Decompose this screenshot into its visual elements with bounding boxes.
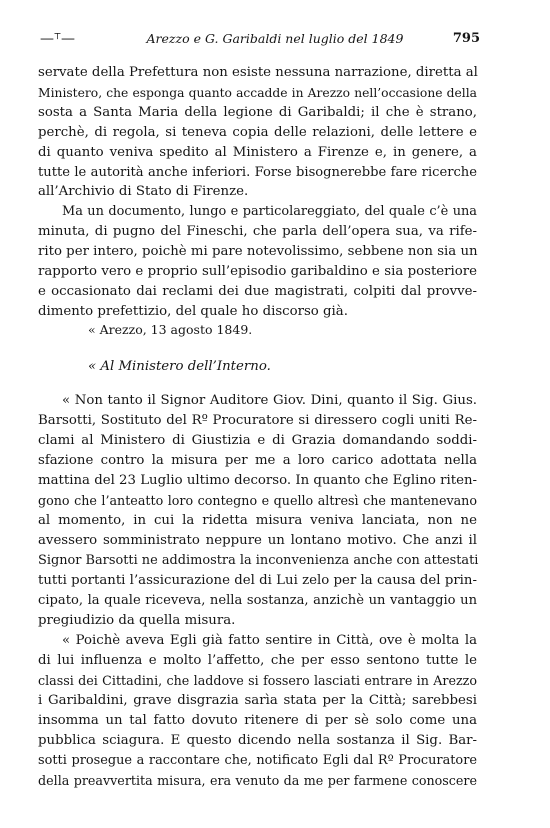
text-line: dimento prefettizio, del quale ho discorso già. (38, 304, 348, 319)
ornament-mark: —⸆— (40, 31, 75, 47)
text-line: rito per intero, poichè mi pare notevolissimo, sebbene non sia un (38, 244, 478, 259)
text-line: all’Archivio di Stato di Firenze. (38, 184, 249, 199)
text-line: della preavvertita misura, era venuto da me per farmene conoscere (38, 773, 477, 788)
text-line: classi dei Cittadini, che laddove si fossero lasciati entrare in Arezzo (38, 673, 477, 688)
letter-address: « Al Ministero dell’Interno. (88, 359, 271, 374)
text-line: gono che l’anteatto loro contegno e quello altresì che mantenevano (38, 493, 477, 508)
text-line: minuta, di pugno del Fineschi, che parla dell’opera sua, va rife- (38, 224, 477, 239)
running-head-title: Arezzo e G. Garibaldi nel luglio del 1849 (146, 31, 404, 46)
paragraph-first-line: « Poichè aveva Egli già fatto sentire in Città, ove è molta la (62, 633, 477, 648)
text-line: tutte le autorità anche inferiori. Forse bisognerebbe fare ricerche (38, 165, 477, 180)
text-line: servate della Prefettura non esiste nessuna narrazione, diretta al (38, 65, 478, 80)
text-line: pubblica sciagura. E questo dicendo nella sostanza il Sig. Bar- (38, 733, 477, 748)
paragraph-first-line: Ma un documento, lungo e particolareggiato, del quale c’è una (62, 204, 477, 219)
text-line: i Garibaldini, grave disgrazia sarìa stata per la Città; sarebbesi (38, 693, 477, 708)
text-line: insomma un tal fatto dovuto ritenere di per sè solo come una (38, 713, 477, 728)
text-line: rapporto vero e proprio sull’episodio garibaldino e sia posteriore (38, 264, 477, 279)
text-line: perchè, di regola, si teneva copia delle relazioni, delle lettere e (38, 125, 477, 140)
text-line: sfazione contro la misura per me a loro carico adottata nella (38, 453, 477, 468)
text-line: mattina del 23 Luglio ultimo decorso. In quanto che Eglino riten- (38, 473, 478, 488)
text-line: e occasionato dai reclami dei due magistrati, colpiti dal provve- (38, 284, 477, 299)
text-line: di quanto veniva spedito al Ministero a Firenze e, in genere, a (38, 145, 477, 160)
text-line: Barsotti, Sostituto del Rº Procuratore si diressero cogli uniti Re- (38, 413, 477, 428)
text-line: Ministero, che esponga quanto accadde in Arezzo nell’occasione della (38, 86, 477, 100)
text-line: pregiudizio da quella misura. (38, 613, 236, 628)
text-line: tutti portanti l’assicurazione del di Lui zelo per la causa del prin- (38, 573, 477, 588)
text-line: sotti prosegue a raccontare che, notificato Egli dal Rº Procuratore (38, 753, 477, 768)
text-line: sosta a Santa Maria della legione di Garibaldi; il che è strano, (38, 105, 477, 120)
running-head (40, 30, 480, 50)
text-line: avessero somministrato neppure un lontano motivo. Che anzi il (38, 533, 477, 548)
text-line: cipato, la quale riceveva, nella sostanza, anzichè un vantaggio un (38, 593, 477, 608)
text-line: al momento, in cui la ridetta misura veniva lanciata, non ne (38, 513, 477, 528)
text-line: di lui influenza e molto l’affetto, che per esso sentono tutte le (38, 653, 477, 668)
text-line: Signor Barsotti ne addimostra la inconvenienza anche con attestati (38, 553, 479, 568)
paragraph-first-line: « Non tanto il Signor Auditore Giov. Dini, quanto il Sig. Gius. (62, 393, 477, 408)
page-number: 795 (452, 31, 480, 46)
dateline: « Arezzo, 13 agosto 1849. (88, 322, 253, 337)
text-line: clami al Ministero di Giustizia e di Grazia domandando soddi- (38, 433, 477, 448)
